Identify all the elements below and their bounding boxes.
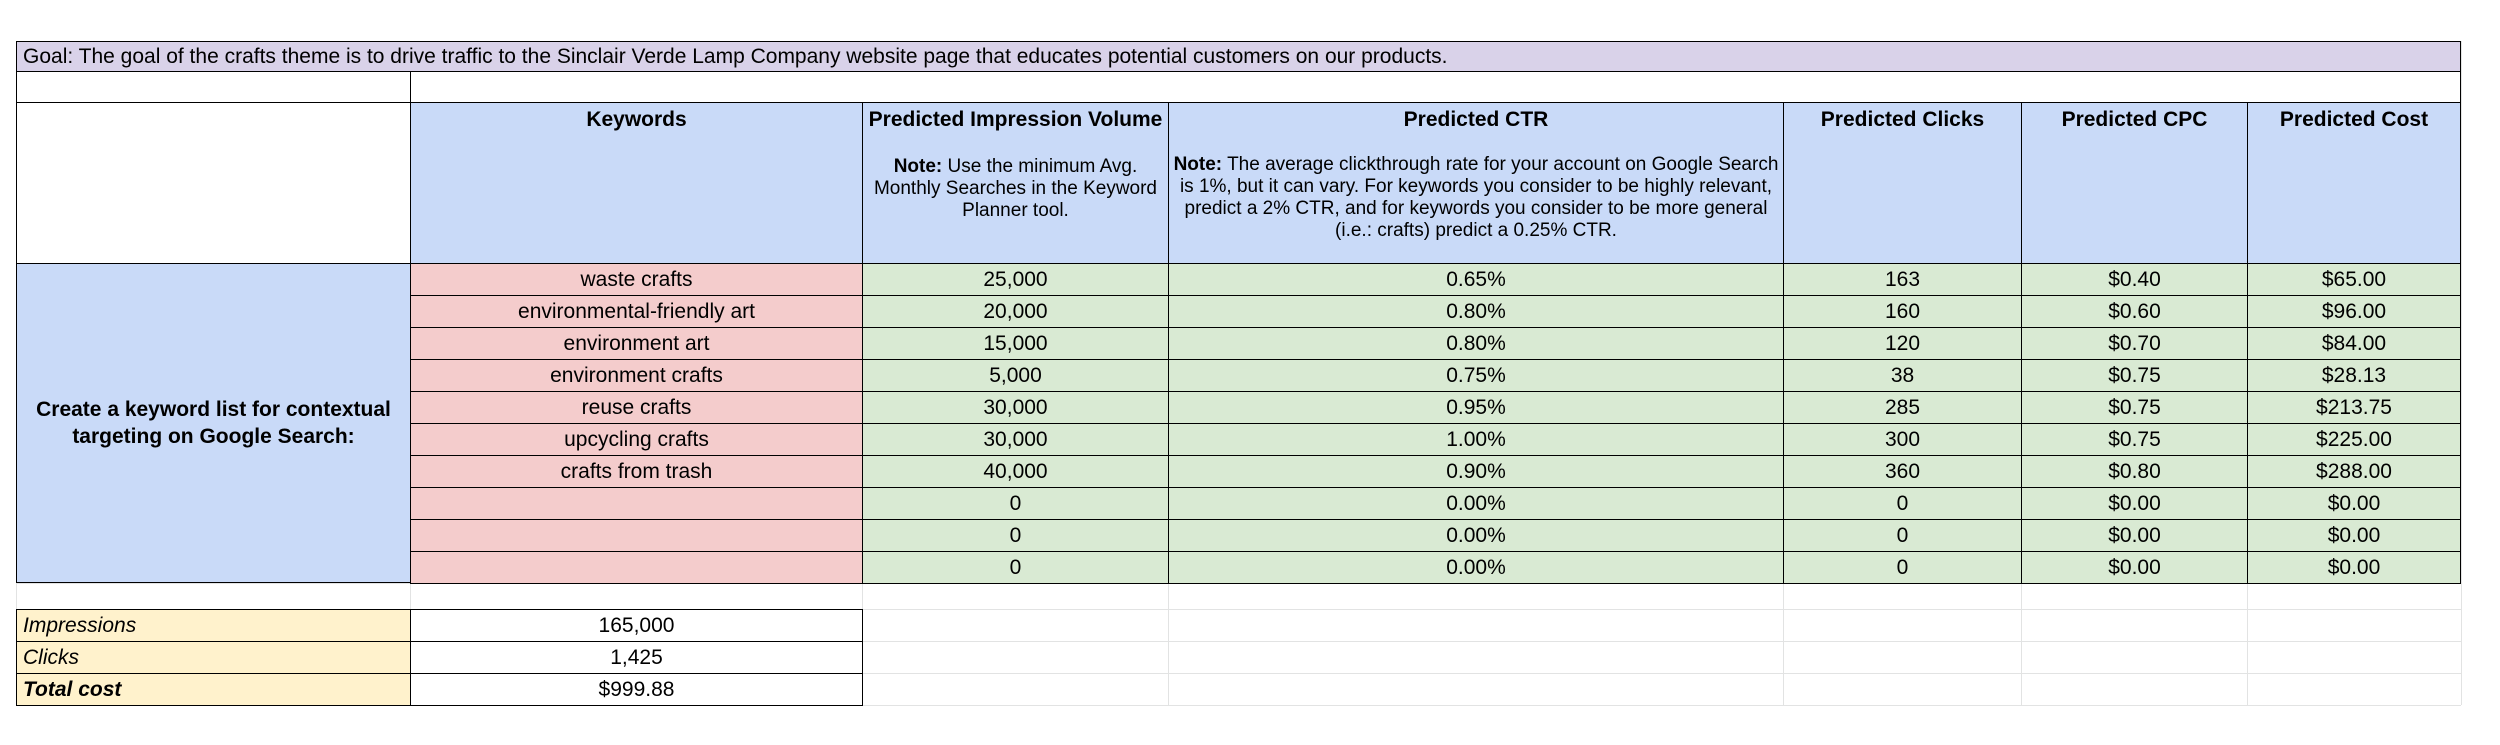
impressions-cell-value: 0 xyxy=(1009,491,1022,515)
clicks-cell-value: 300 xyxy=(1884,427,1921,451)
impressions-cell[interactable] xyxy=(862,519,1169,552)
ctr-cell[interactable] xyxy=(1168,327,1784,360)
clicks-cell[interactable] xyxy=(1783,263,2022,296)
impressions-cell-value: 30,000 xyxy=(983,427,1048,451)
summary-value: $999.88 xyxy=(598,677,675,701)
ctr-cell-value: 0.90% xyxy=(1446,459,1506,483)
cpc-cell-value: $0.75 xyxy=(2108,363,2161,387)
impressions-cell-value: 5,000 xyxy=(989,363,1042,387)
impressions-cell-value: 15,000 xyxy=(983,331,1048,355)
cost-cell-value: $225.00 xyxy=(2316,427,2392,451)
ctr-cell[interactable] xyxy=(1168,263,1784,296)
header-impressions-note: Note: Use the minimum Avg. Monthly Searches in the Keyword Planner tool. xyxy=(873,156,1158,221)
ctr-cell[interactable] xyxy=(1168,391,1784,424)
cpc-cell[interactable] xyxy=(2021,327,2248,360)
clicks-cell[interactable] xyxy=(1783,455,2022,488)
keyword-cell-value: crafts from trash xyxy=(560,459,713,483)
cpc-cell-value: $0.80 xyxy=(2108,459,2161,483)
keyword-cell-value: waste crafts xyxy=(580,267,693,291)
cpc-cell-value: $0.00 xyxy=(2108,555,2161,579)
impressions-cell-value: 0 xyxy=(1009,523,1022,547)
cost-cell[interactable] xyxy=(2247,487,2461,520)
ctr-cell[interactable] xyxy=(1168,551,1784,584)
clicks-cell-value: 120 xyxy=(1884,331,1921,355)
impressions-cell[interactable] xyxy=(862,295,1169,328)
impressions-cell[interactable] xyxy=(862,359,1169,392)
cpc-cell-value: $0.40 xyxy=(2108,267,2161,291)
header-cost-title: Predicted Cost xyxy=(2279,108,2429,131)
ctr-cell[interactable] xyxy=(1168,359,1784,392)
clicks-cell[interactable] xyxy=(1783,487,2022,520)
ctr-cell-value: 0.95% xyxy=(1446,395,1506,419)
summary-value-cell[interactable] xyxy=(410,641,863,674)
cost-cell-value: $28.13 xyxy=(2321,363,2387,387)
cost-cell[interactable] xyxy=(2247,359,2461,392)
cpc-cell-value: $0.75 xyxy=(2108,395,2161,419)
clicks-cell[interactable] xyxy=(1783,391,2022,424)
ctr-cell-value: 0.00% xyxy=(1446,491,1506,515)
header-clicks-title: Predicted Clicks xyxy=(1820,108,1985,131)
ctr-cell[interactable] xyxy=(1168,455,1784,488)
cpc-cell-value: $0.75 xyxy=(2108,427,2161,451)
summary-label-cell[interactable] xyxy=(16,673,411,706)
keyword-cell-value: environmental-friendly art xyxy=(518,299,755,323)
header-keywords[interactable] xyxy=(410,102,863,264)
ctr-cell[interactable] xyxy=(1168,487,1784,520)
cpc-cell[interactable] xyxy=(2021,487,2248,520)
keyword-cell-value: upcycling crafts xyxy=(564,427,709,451)
cpc-cell-value: $0.00 xyxy=(2108,491,2161,515)
empty-cell[interactable] xyxy=(16,71,411,103)
header-cost[interactable] xyxy=(2247,102,2461,264)
cost-cell[interactable] xyxy=(2247,423,2461,456)
summary-label-cell[interactable] xyxy=(16,609,411,642)
impressions-cell-value: 30,000 xyxy=(983,395,1048,419)
header-blank-cell[interactable] xyxy=(16,102,411,264)
keyword-cell[interactable] xyxy=(410,519,863,552)
impressions-cell-value: 25,000 xyxy=(983,267,1048,291)
keyword-cell-value: environment art xyxy=(563,331,710,355)
clicks-cell-value: 0 xyxy=(1896,555,1909,579)
clicks-cell[interactable] xyxy=(1783,295,2022,328)
keyword-cell[interactable] xyxy=(410,455,863,488)
cost-cell[interactable] xyxy=(2247,327,2461,360)
keyword-cell[interactable] xyxy=(410,263,863,296)
keyword-cell[interactable] xyxy=(410,295,863,328)
clicks-cell[interactable] xyxy=(1783,519,2022,552)
cpc-cell[interactable] xyxy=(2021,455,2248,488)
clicks-cell-value: 285 xyxy=(1884,395,1921,419)
targeting-label: Create a keyword list for contextual targeting on Google Search: xyxy=(36,398,391,448)
header-ctr-title: Predicted CTR xyxy=(1403,108,1549,131)
targeting-label-cell[interactable] xyxy=(16,263,411,583)
cost-cell[interactable] xyxy=(2247,551,2461,584)
summary-value-cell[interactable] xyxy=(410,609,863,642)
cost-cell[interactable] xyxy=(2247,455,2461,488)
cost-cell-value: $288.00 xyxy=(2316,459,2392,483)
cpc-cell[interactable] xyxy=(2021,423,2248,456)
ctr-cell-value: 0.75% xyxy=(1446,363,1506,387)
header-cpc[interactable] xyxy=(2021,102,2248,264)
cost-cell-value: $213.75 xyxy=(2316,395,2392,419)
impressions-cell[interactable] xyxy=(862,487,1169,520)
keyword-cell-value: reuse crafts xyxy=(581,395,692,419)
header-ctr-note: Note: The average clickthrough rate for your account on Google Search is 1%, but it can vary. For keywords you consider to be highly relevant, predict a 2% CTR, and for keywords you consider to be more general (i.e.: crafts) predict a 0.25% CTR. xyxy=(1173,154,1779,241)
clicks-cell-value: 163 xyxy=(1884,267,1921,291)
impressions-cell[interactable] xyxy=(862,455,1169,488)
cpc-cell[interactable] xyxy=(2021,551,2248,584)
empty-cell[interactable] xyxy=(410,71,2461,103)
ctr-cell[interactable] xyxy=(1168,519,1784,552)
summary-label: Impressions xyxy=(23,613,137,637)
header-impressions[interactable] xyxy=(862,102,1169,264)
ctr-cell-value: 0.80% xyxy=(1446,331,1506,355)
header-impressions-title: Predicted Impression Volume xyxy=(868,108,1163,131)
summary-label-cell[interactable] xyxy=(16,641,411,674)
clicks-cell-value: 160 xyxy=(1884,299,1921,323)
ctr-cell-value: 0.00% xyxy=(1446,523,1506,547)
cpc-cell-value: $0.00 xyxy=(2108,523,2161,547)
keyword-cell-value: environment crafts xyxy=(550,363,723,387)
cost-cell-value: $0.00 xyxy=(2327,491,2381,515)
keyword-cell[interactable] xyxy=(410,359,863,392)
cost-cell[interactable] xyxy=(2247,519,2461,552)
goal-text: Goal: The goal of the crafts theme is to drive traffic to the Sinclair Verde Lamp Company website page that educates potential customers on our products. xyxy=(23,44,1448,68)
cpc-cell[interactable] xyxy=(2021,519,2248,552)
summary-value-cell[interactable] xyxy=(410,673,863,706)
clicks-cell[interactable] xyxy=(1783,327,2022,360)
impressions-cell[interactable] xyxy=(862,263,1169,296)
summary-label: Total cost xyxy=(23,677,122,701)
clicks-cell[interactable] xyxy=(1783,423,2022,456)
clicks-cell-value: 0 xyxy=(1896,491,1909,515)
impressions-cell[interactable] xyxy=(862,423,1169,456)
header-cpc-title: Predicted CPC xyxy=(2061,108,2208,131)
cost-cell[interactable] xyxy=(2247,263,2461,296)
cost-cell-value: $0.00 xyxy=(2327,523,2381,547)
summary-value: 165,000 xyxy=(598,613,675,637)
cpc-cell-value: $0.70 xyxy=(2108,331,2161,355)
cpc-cell[interactable] xyxy=(2021,263,2248,296)
header-ctr[interactable] xyxy=(1168,102,1784,264)
cost-cell[interactable] xyxy=(2247,391,2461,424)
header-clicks[interactable] xyxy=(1783,102,2022,264)
clicks-cell[interactable] xyxy=(1783,551,2022,584)
impressions-cell-value: 40,000 xyxy=(983,459,1048,483)
ctr-cell-value: 0.00% xyxy=(1446,555,1506,579)
keyword-cell[interactable] xyxy=(410,423,863,456)
cpc-cell[interactable] xyxy=(2021,359,2248,392)
header-keywords-title: Keywords xyxy=(586,108,687,131)
impressions-cell[interactable] xyxy=(862,551,1169,584)
summary-label: Clicks xyxy=(23,645,79,669)
keyword-cell[interactable] xyxy=(410,551,863,584)
clicks-cell-value: 38 xyxy=(1890,363,1915,387)
cost-cell-value: $65.00 xyxy=(2321,267,2387,291)
clicks-cell-value: 360 xyxy=(1884,459,1921,483)
impressions-cell[interactable] xyxy=(862,327,1169,360)
goal-cell[interactable] xyxy=(16,41,2461,72)
keyword-cell[interactable] xyxy=(410,391,863,424)
keyword-cell[interactable] xyxy=(410,327,863,360)
impressions-cell[interactable] xyxy=(862,391,1169,424)
ctr-cell-value: 0.80% xyxy=(1446,299,1506,323)
summary-value: 1,425 xyxy=(610,645,663,669)
impressions-cell-value: 20,000 xyxy=(983,299,1048,323)
cost-cell-value: $84.00 xyxy=(2321,331,2387,355)
impressions-cell-value: 0 xyxy=(1009,555,1022,579)
cpc-cell-value: $0.60 xyxy=(2108,299,2161,323)
ctr-cell-value: 0.65% xyxy=(1446,267,1506,291)
ctr-cell-value: 1.00% xyxy=(1446,427,1506,451)
ctr-cell[interactable] xyxy=(1168,295,1784,328)
cpc-cell[interactable] xyxy=(2021,391,2248,424)
keyword-cell[interactable] xyxy=(410,487,863,520)
ctr-cell[interactable] xyxy=(1168,423,1784,456)
cost-cell-value: $96.00 xyxy=(2321,299,2387,323)
cost-cell[interactable] xyxy=(2247,295,2461,328)
clicks-cell-value: 0 xyxy=(1896,523,1909,547)
cpc-cell[interactable] xyxy=(2021,295,2248,328)
clicks-cell[interactable] xyxy=(1783,359,2022,392)
cost-cell-value: $0.00 xyxy=(2327,555,2381,579)
